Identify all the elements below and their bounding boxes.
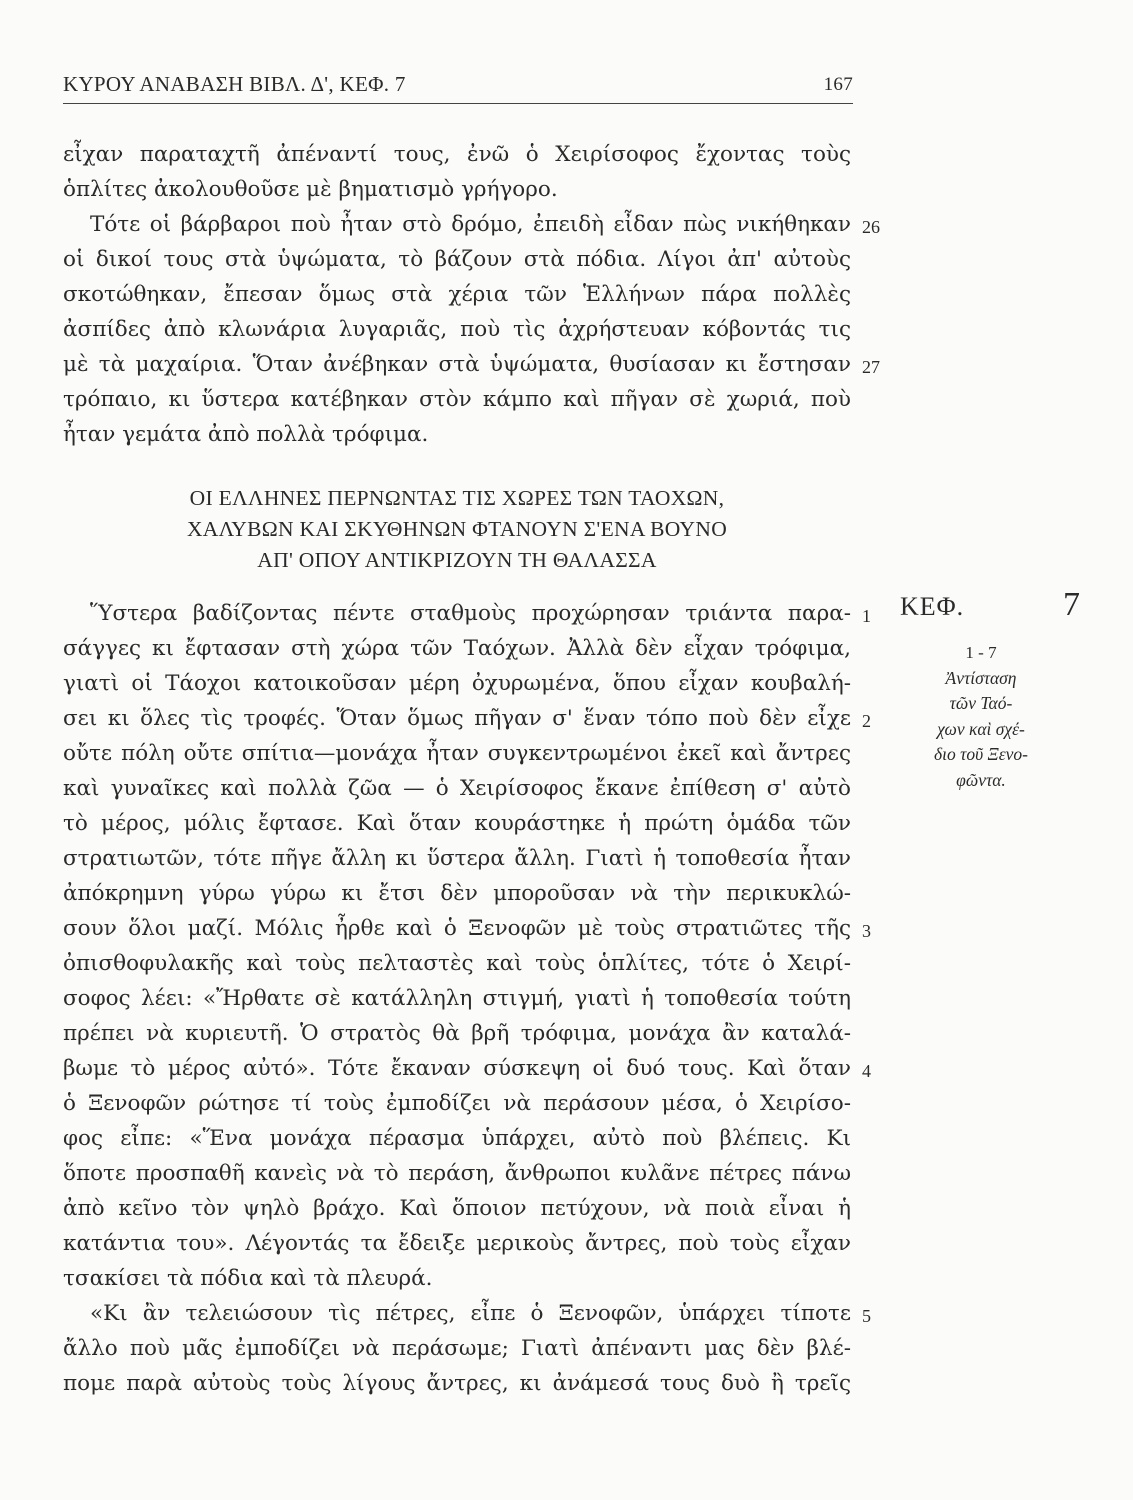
- text-line: φος εἶπε: «Ἕνα μονάχα πέρασμα ὑπάρχει, αὐτὸ ποὺ βλέπεις. Κι: [63, 1126, 851, 1151]
- text-line: ἀπὸ κεῖνο τὸν ψηλὸ βράχο. Καὶ ὅποιον πετύχουν, νὰ ποιὰ εἶναι ἡ: [63, 1196, 851, 1221]
- text-line: πρέπει νὰ κυριευτῆ. Ὁ στρατὸς θὰ βρῆ τρόφιμα, μονάχα ἂν καταλά-: [63, 1021, 851, 1046]
- margin-note-line: φῶντα.: [956, 769, 1006, 790]
- text-line: βωμε τὸ μέρος αὐτό». Τότε ἔκαναν σύσκεψη οἱ δυό τους. Καὶ ὅταν: [63, 1056, 851, 1081]
- running-title: ΚΥΡΟΥ ΑΝΑΒΑΣΗ ΒΙΒΛ. Δ', ΚΕΦ. 7: [63, 72, 406, 96]
- text-line: οὔτε πόλη οὔτε σπίτια—μονάχα ἦταν συγκεντρωμένοι ἐκεῖ καὶ ἄντρες: [63, 741, 851, 766]
- text-line: σκοτώθηκαν, ἔπεσαν ὅμως στὰ χέρια τῶν Ἑλλήνων πάρα πολλὲς: [63, 282, 851, 307]
- section-number: 2: [862, 711, 871, 731]
- text-line: σουν ὅλοι μαζί. Μόλις ἦρθε καὶ ὁ Ξενοφῶν μὲ τοὺς στρατιῶτες τῆς: [63, 916, 851, 941]
- section-heading-line: ΟΙ ΕΛΛΗΝΕΣ ΠΕΡΝΩΝΤΑΣ ΤΙΣ ΧΩΡΕΣ ΤΩΝ ΤΑΟΧΩΝ,: [189, 486, 725, 510]
- text-line: ἀπόκρημνη γύρω γύρω κι ἔτσι δὲν μποροῦσαν νὰ τὴν περικυκλώ-: [63, 881, 851, 906]
- margin-note-line: χων καὶ σχέ-: [937, 718, 1025, 739]
- section-heading-line: ΧΑΛΥΒΩΝ ΚΑΙ ΣΚΥΘΗΝΩΝ ΦΤΑΝΟΥΝ Σ'ΕΝΑ ΒΟΥΝΟ: [186, 517, 728, 541]
- text-line: ὁ Ξενοφῶν ρώτησε τί τοὺς ἐμποδίζει νὰ περάσουν μέσα, ὁ Χειρίσο-: [63, 1091, 851, 1116]
- text-line: Ὕστερα βαδίζοντας πέντε σταθμοὺς προχώρησαν τριάντα παρα-: [90, 601, 851, 626]
- text-line: εἶχαν παραταχτῆ ἀπέναντί τους, ἐνῶ ὁ Χειρίσοφος ἔχοντας τοὺς: [63, 142, 851, 167]
- section-number: 5: [862, 1306, 871, 1326]
- text-line: πομε παρὰ αὐτοὺς τοὺς λίγους ἄντρες, κι ἀνάμεσά τους δυὸ ἢ τρεῖς: [63, 1371, 851, 1396]
- text-line: τὸ μέρος, μόλις ἔφτασε. Καὶ ὅταν κουράστηκε ἡ πρώτη ὁμάδα τῶν: [63, 811, 851, 836]
- chapter-number: 7: [1063, 586, 1080, 623]
- text-line: καὶ γυναῖκες καὶ πολλὰ ζῶα — ὁ Χειρίσοφος ἔκανε ἐπίθεση σ' αὐτὸ: [63, 776, 851, 801]
- text-line: τσακίσει τὰ πόδια καὶ τὰ πλευρά.: [63, 1266, 433, 1291]
- section-heading-line: ΑΠ' ΟΠΟΥ ΑΝΤΙΚΡΙΖΟΥΝ ΤΗ ΘΑΛΑΣΣΑ: [257, 548, 657, 572]
- margin-note: [914, 640, 1048, 793]
- text-line: μὲ τὰ μαχαίρια. Ὅταν ἀνέβηκαν στὰ ὑψώματα, θυσίασαν κι ἔστησαν: [63, 352, 851, 377]
- text-line: ἀσπίδες ἀπὸ κλωνάρια λυγαριᾶς, ποὺ τὶς ἀχρήστευαν κόβοντάς τις: [63, 317, 851, 342]
- text-line: σοφος λέει: «Ἤρθατε σὲ κατάλληλη στιγμή, γιατὶ ἡ τοποθεσία τούτη: [63, 986, 851, 1011]
- margin-note-line: Ἀντίσταση: [945, 667, 1017, 688]
- section-number: 26: [862, 217, 880, 237]
- text-line: τρόπαιο, κι ὕστερα κατέβηκαν στὸν κάμπο καὶ πῆγαν σὲ χωριά, ποὺ: [63, 387, 851, 412]
- text-line: «Κι ἂν τελειώσουν τὶς πέτρες, εἶπε ὁ Ξενοφῶν, ὑπάρχει τίποτε: [90, 1301, 851, 1326]
- text-line: ἦταν γεμάτα ἀπὸ πολλὰ τρόφιμα.: [63, 422, 429, 447]
- text-line: ὁπλίτες ἀκολουθοῦσε μὲ βηματισμὸ γρήγορο.: [63, 177, 558, 202]
- text-line: σάγγες κι ἔφτασαν στὴ χώρα τῶν Ταόχων. Ἀλλὰ δὲν εἶχαν τρόφιμα,: [63, 636, 851, 661]
- text-line: ὅποτε προσπαθῆ κανεὶς νὰ τὸ περάση, ἄνθρωποι κυλᾶνε πέτρες πάνω: [63, 1161, 851, 1186]
- header-rule: [63, 103, 853, 104]
- chapter-label: [900, 586, 1080, 630]
- section-number: 3: [862, 921, 871, 941]
- running-head: [63, 68, 853, 100]
- chapter-word: ΚΕΦ.: [900, 592, 965, 621]
- text-line: σει κι ὅλες τὶς τροφές. Ὅταν ὅμως πῆγαν σ' ἕναν τόπο ποὺ δὲν εἶχε: [63, 706, 851, 731]
- text-line: ἄλλο ποὺ μᾶς ἐμποδίζει νὰ περάσωμε; Γιατὶ ἀπέναντι μας δὲν βλέ-: [63, 1336, 851, 1361]
- text-line: κατάντια του». Λέγοντάς τα ἔδειξε μερικοὺς ἄντρες, ποὺ τοὺς εἶχαν: [63, 1231, 851, 1256]
- margin-note-line: διο τοῦ Ξενο-: [934, 744, 1028, 764]
- section-number: 1: [862, 606, 871, 626]
- text-line: στρατιωτῶν, τότε πῆγε ἄλλη κι ὕστερα ἄλλη. Γιατὶ ἡ τοποθεσία ἦταν: [63, 846, 851, 871]
- text-line: Τότε οἱ βάρβαροι ποὺ ἦταν στὸ δρόμο, ἐπειδὴ εἶδαν πὼς νικήθηκαν: [90, 212, 851, 237]
- margin-note-line: τῶν Ταό-: [949, 693, 1013, 713]
- text-line: γιατὶ οἱ Τάοχοι κατοικοῦσαν μέρη ὀχυρωμένα, ὅπου εἶχαν κουβαλή-: [63, 671, 851, 696]
- margin-note-range: 1 - 7: [965, 643, 997, 662]
- section-number: 27: [862, 357, 880, 377]
- text-line: ὀπισθοφυλακῆς καὶ τοὺς πελταστὲς καὶ τοὺς ὁπλίτες, τότε ὁ Χειρί-: [63, 951, 851, 976]
- text-line: οἱ δικοί τους στὰ ὑψώματα, τὸ βάζουν στὰ πόδια. Λίγοι ἀπ' αὐτοὺς: [63, 247, 851, 272]
- section-number: 4: [862, 1061, 871, 1081]
- page-number: 167: [823, 74, 853, 95]
